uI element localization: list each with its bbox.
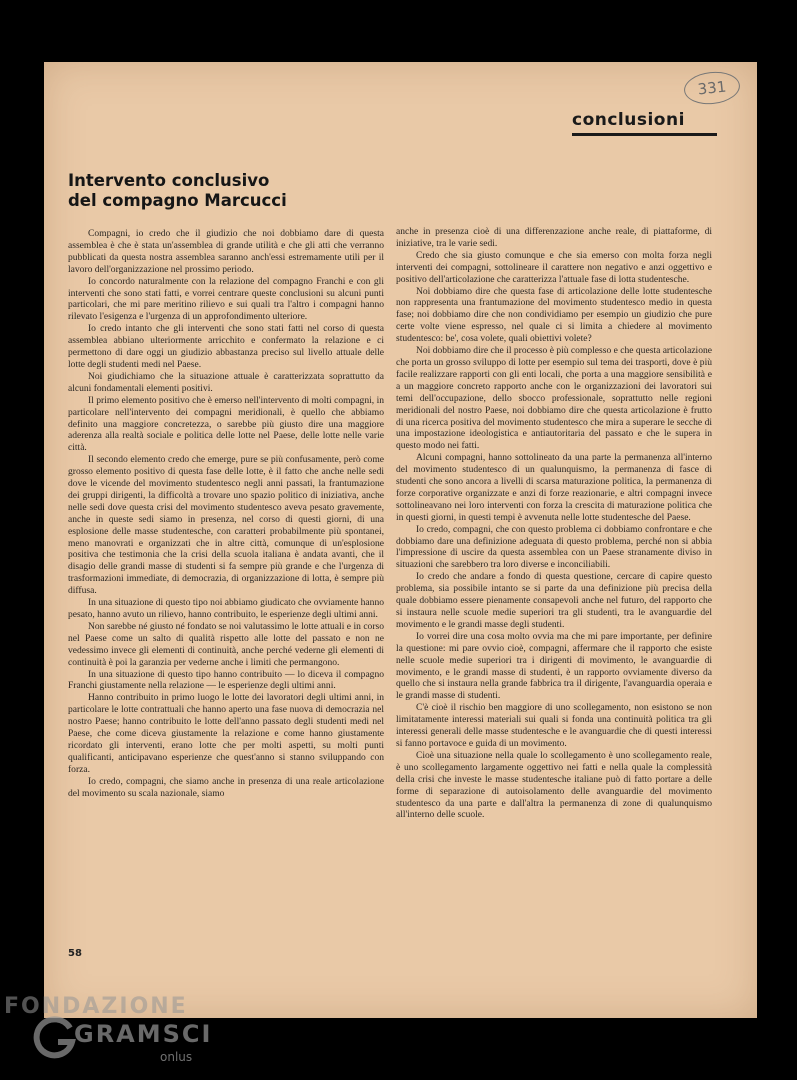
section-rule: [572, 133, 717, 136]
page-number: 58: [68, 948, 82, 959]
paragraph: Noi dobbiamo dire che questa fase di articolazione delle lotte studentesche non rappresenta una frantumazione del movimento studentesco medio in questa fase; noi dobbiamo dire che non condividiamo per esempio un giudizio che pure certe volte viene espresso, nel quale ci si limita a chiedere al movimento studentesco: be', cosa volete, quali obiettivi volete?: [396, 285, 712, 345]
watermark-suffix: onlus: [160, 1050, 193, 1064]
paragraph: Il secondo elemento credo che emerge, pure se più confusamente, però come grosso elemento positivo di questa fase delle lotte, è il fatto che anche nelle sedi dove le vicende del movimento studentesco negli anni passati, la frantumazione dei gruppi dirigenti, la difficoltà a trovare uno spazio politico di iniziativa, anche nelle sedi dove questa crisi del movimento studentesco aveva pesato gravemente, anche in queste sedi siamo in presenza, nel corso di questi giorni, di una esplosione delle masse studentesche, con caratteri probabilmente più spontanei, meno manovrati e organizzati che in altre città, comunque di un'esplosione positiva che testimonia che la crisi della scuola italiana è andata avanti, che il disagio delle grandi masse di studenti si fa sempre più grande e che l'urgenza di trasformazioni immediate, di democrazia, di organizzazione di lotta, è sempre più diffusa.: [68, 454, 384, 597]
paragraph: In una situazione di questo tipo noi abbiamo giudicato che ovviamente hanno pesato, hanno avuto un rilievo, hanno contribuito, le esperienze degli ultimi anni.: [68, 597, 384, 620]
watermark-line-1: FONDAZIONE: [4, 994, 188, 1019]
paragraph: Alcuni compagni, hanno sottolineato da una parte la permanenza all'interno del movimento studentesco di un qualunquismo, la permanenza di fasce di studenti che sono ancora a livelli di scarsa maturazione politica, la permanenza di forze corporative organizzate e anzi di forze reazionarie, e altri compagni invece sottolineavano nei loro interventi con forza la crescita di maturazione politica che in questi giorni, in questi tempi è avvenuta nelle lotte studentesche del Paese.: [396, 452, 712, 523]
paragraph: Compagni, io credo che il giudizio che noi dobbiamo dare di questa assemblea è che è stata un'assemblea di grande utilità e che gli atti che verranno pubblicati da questa nostra assemblea saranno anch'essi estremamente utili per il lavoro dell'organizzazione nel prossimo periodo.: [68, 228, 384, 275]
paragraph: In una situazione di questo tipo hanno contribuito — lo diceva il compagno Franchi giustamente nella relazione — le esperienze degli ultimi anni.: [68, 668, 384, 692]
left-column: [68, 228, 384, 800]
paragraph: Noi dobbiamo dire che il processo è più complesso e che questa articolazione che porta un grosso sviluppo di lotte per esempio sul tema dei trasporti, dove è più facile realizzare rapporti con gli enti locali, che porta a una maggiore sensibilità e a un maggiore concreto rapporto anche con le organizzazioni dei lavoratori sui temi dell'occupazione, dello sbocco professionale, soprattutto nelle regioni meridionali del nostro Paese, noi dobbiamo dire che questa articolazione è frutto di una ricerca positiva del movimento studentesco che mira a superare le secche di una impostazione ideologistica e antiautoritaria del passato e che le supera in questo modo nei fatti.: [396, 345, 712, 452]
document-page: [44, 62, 757, 1018]
paragraph: Cioè una situazione nella quale lo scollegamento è uno scollegamento reale, è uno scollegamento largamente oggettivo nei fatti e nella quale la complessità della crisi che investe le masse studentesche italiane può di fatto portare a delle forme di separazione di autoisolamento delle avanguardie del movimento studentesco da una parte e dall'altra la permanenza di zone di qualunquismo all'interno delle scuole.: [396, 749, 712, 821]
paragraph: Noi giudichiamo che la situazione attuale è caratterizzata soprattutto da alcuni fondamentali elementi positivi.: [68, 370, 384, 394]
paragraph: Hanno contribuito in primo luogo le lotte dei lavoratori degli ultimi anni, in particolare le lotte contrattuali che hanno aperto una fase nuova di democrazia nel nostro Paese; hanno contribuito le lotte dell'anno passato degli studenti medi nel Paese, che come diceva giustamente la relazione e come hanno giustamente ricordato gli interventi, erano lotte che per molti aspetti, su molti punti qualificanti, anticipavano esperienze che quest'anno si stanno sviluppando con forza.: [68, 692, 384, 775]
right-column: [396, 226, 712, 821]
paragraph: Io credo intanto che gli interventi che sono stati fatti nel corso di questa assemblea abbiano ulteriormente arricchito e confermato la relazione e ci permettono di dare oggi un giudizio abbastanza preciso sul livello attuale delle lotte degli studenti medi nel Paese.: [68, 323, 384, 370]
paragraph: Io vorrei dire una cosa molto ovvia ma che mi pare importante, per definire la questione: mi pare ovvio cioè, compagni, affermare che il rapporto che esiste nelle scuole medie superiori tra i dirigenti di movimento, le avanguardie di movimento, e le grandi masse di studenti, è un rapporto ovviamente diverso da quello che si instaura nella grande fabbrica tra il dirigente, l'avanguardia operaia e le grandi masse di studenti.: [396, 630, 712, 702]
paragraph: anche in presenza cioè di una differenzazione anche reale, di piattaforme, di iniziative, tra le varie sedi.: [396, 226, 712, 249]
headline-line-1: Intervento conclusivo: [68, 171, 270, 190]
watermark-line-2: GRAMSCI: [74, 1020, 213, 1048]
gramsci-logo-icon: [32, 1016, 78, 1062]
paragraph: Credo che sia giusto comunque e che sia emerso con molta forza negli interventi dei compagni, sottolineare il carattere non negativo e anzi oggettivo e positivo dell'articolazione che caratterizza l'attuale fase di lotta studentesche.: [396, 249, 712, 285]
paragraph: Io concordo naturalmente con la relazione del compagno Franchi e con gli interventi che sono stati fatti, e vorrei centrare queste conclusioni su alcuni punti particolari, che mi pare meritino rilievo e sui quali tra l'altro i compagni hanno rilevato l'esigenza e l'urgenza di un approfondimento ulteriore.: [68, 275, 384, 323]
paragraph: Io credo, compagni, che siamo anche in presenza di una reale articolazione del movimento su scala nazionale, siamo: [68, 775, 384, 799]
paragraph: Il primo elemento positivo che è emerso nell'intervento di molti compagni, in particolare nell'intervento dei compagni meridionali, è quello che abbiamo definito una maggiore concretezza, o sarebbe più giusto dire una maggiore aderenza alla realtà sociale e politica delle lotte nel Paese, delle lotte nelle varie città.: [68, 394, 384, 454]
paragraph: Non sarebbe né giusto né fondato se noi valutassimo le lotte attuali e in corso nel Paese come un salto di qualità rispetto alle lotte del passato e non ne vedessimo invece gli elementi di continuità, anche perché vederne gli elementi di continuità è poi la garanzia per vederne anche i limiti che permangono.: [68, 620, 384, 668]
paragraph: Io credo che andare a fondo di questa questione, cercare di capire questo problema, sia possibile intanto se si parte da una definizione più precisa della quale dobbiamo essere pienamente consapevoli anche nel futuro, del rapporto che si instaura nelle scuole medie superiori tra gli studenti, tra le avanguardie del movimento e le grandi masse degli studenti.: [396, 571, 712, 630]
archive-number-stamp: 331: [682, 69, 741, 107]
paragraph: Io credo, compagni, che con questo problema ci dobbiamo confrontare e che dobbiamo dare una definizione adeguata di questo problema, perché non si abbia l'impressione di uscire da questa assemblea con un Paese stranamente diviso in situazioni che sarebbero tra loro diverse e inconciliabili.: [396, 523, 712, 571]
section-label: conclusioni: [572, 110, 685, 130]
article-headline: [68, 171, 398, 211]
archive-watermark: [0, 990, 260, 1080]
headline-line-2: del compagno Marcucci: [68, 191, 287, 210]
paragraph: C'è cioè il rischio ben maggiore di uno scollegamento, non esistono se non limitatamente interessi materiali sui quali si fonda una continuità politica tra gli interessi generali delle masse studentesche e le avanguardie che di questi interessi si fanno portavoce e guida di un movimento.: [396, 702, 712, 749]
